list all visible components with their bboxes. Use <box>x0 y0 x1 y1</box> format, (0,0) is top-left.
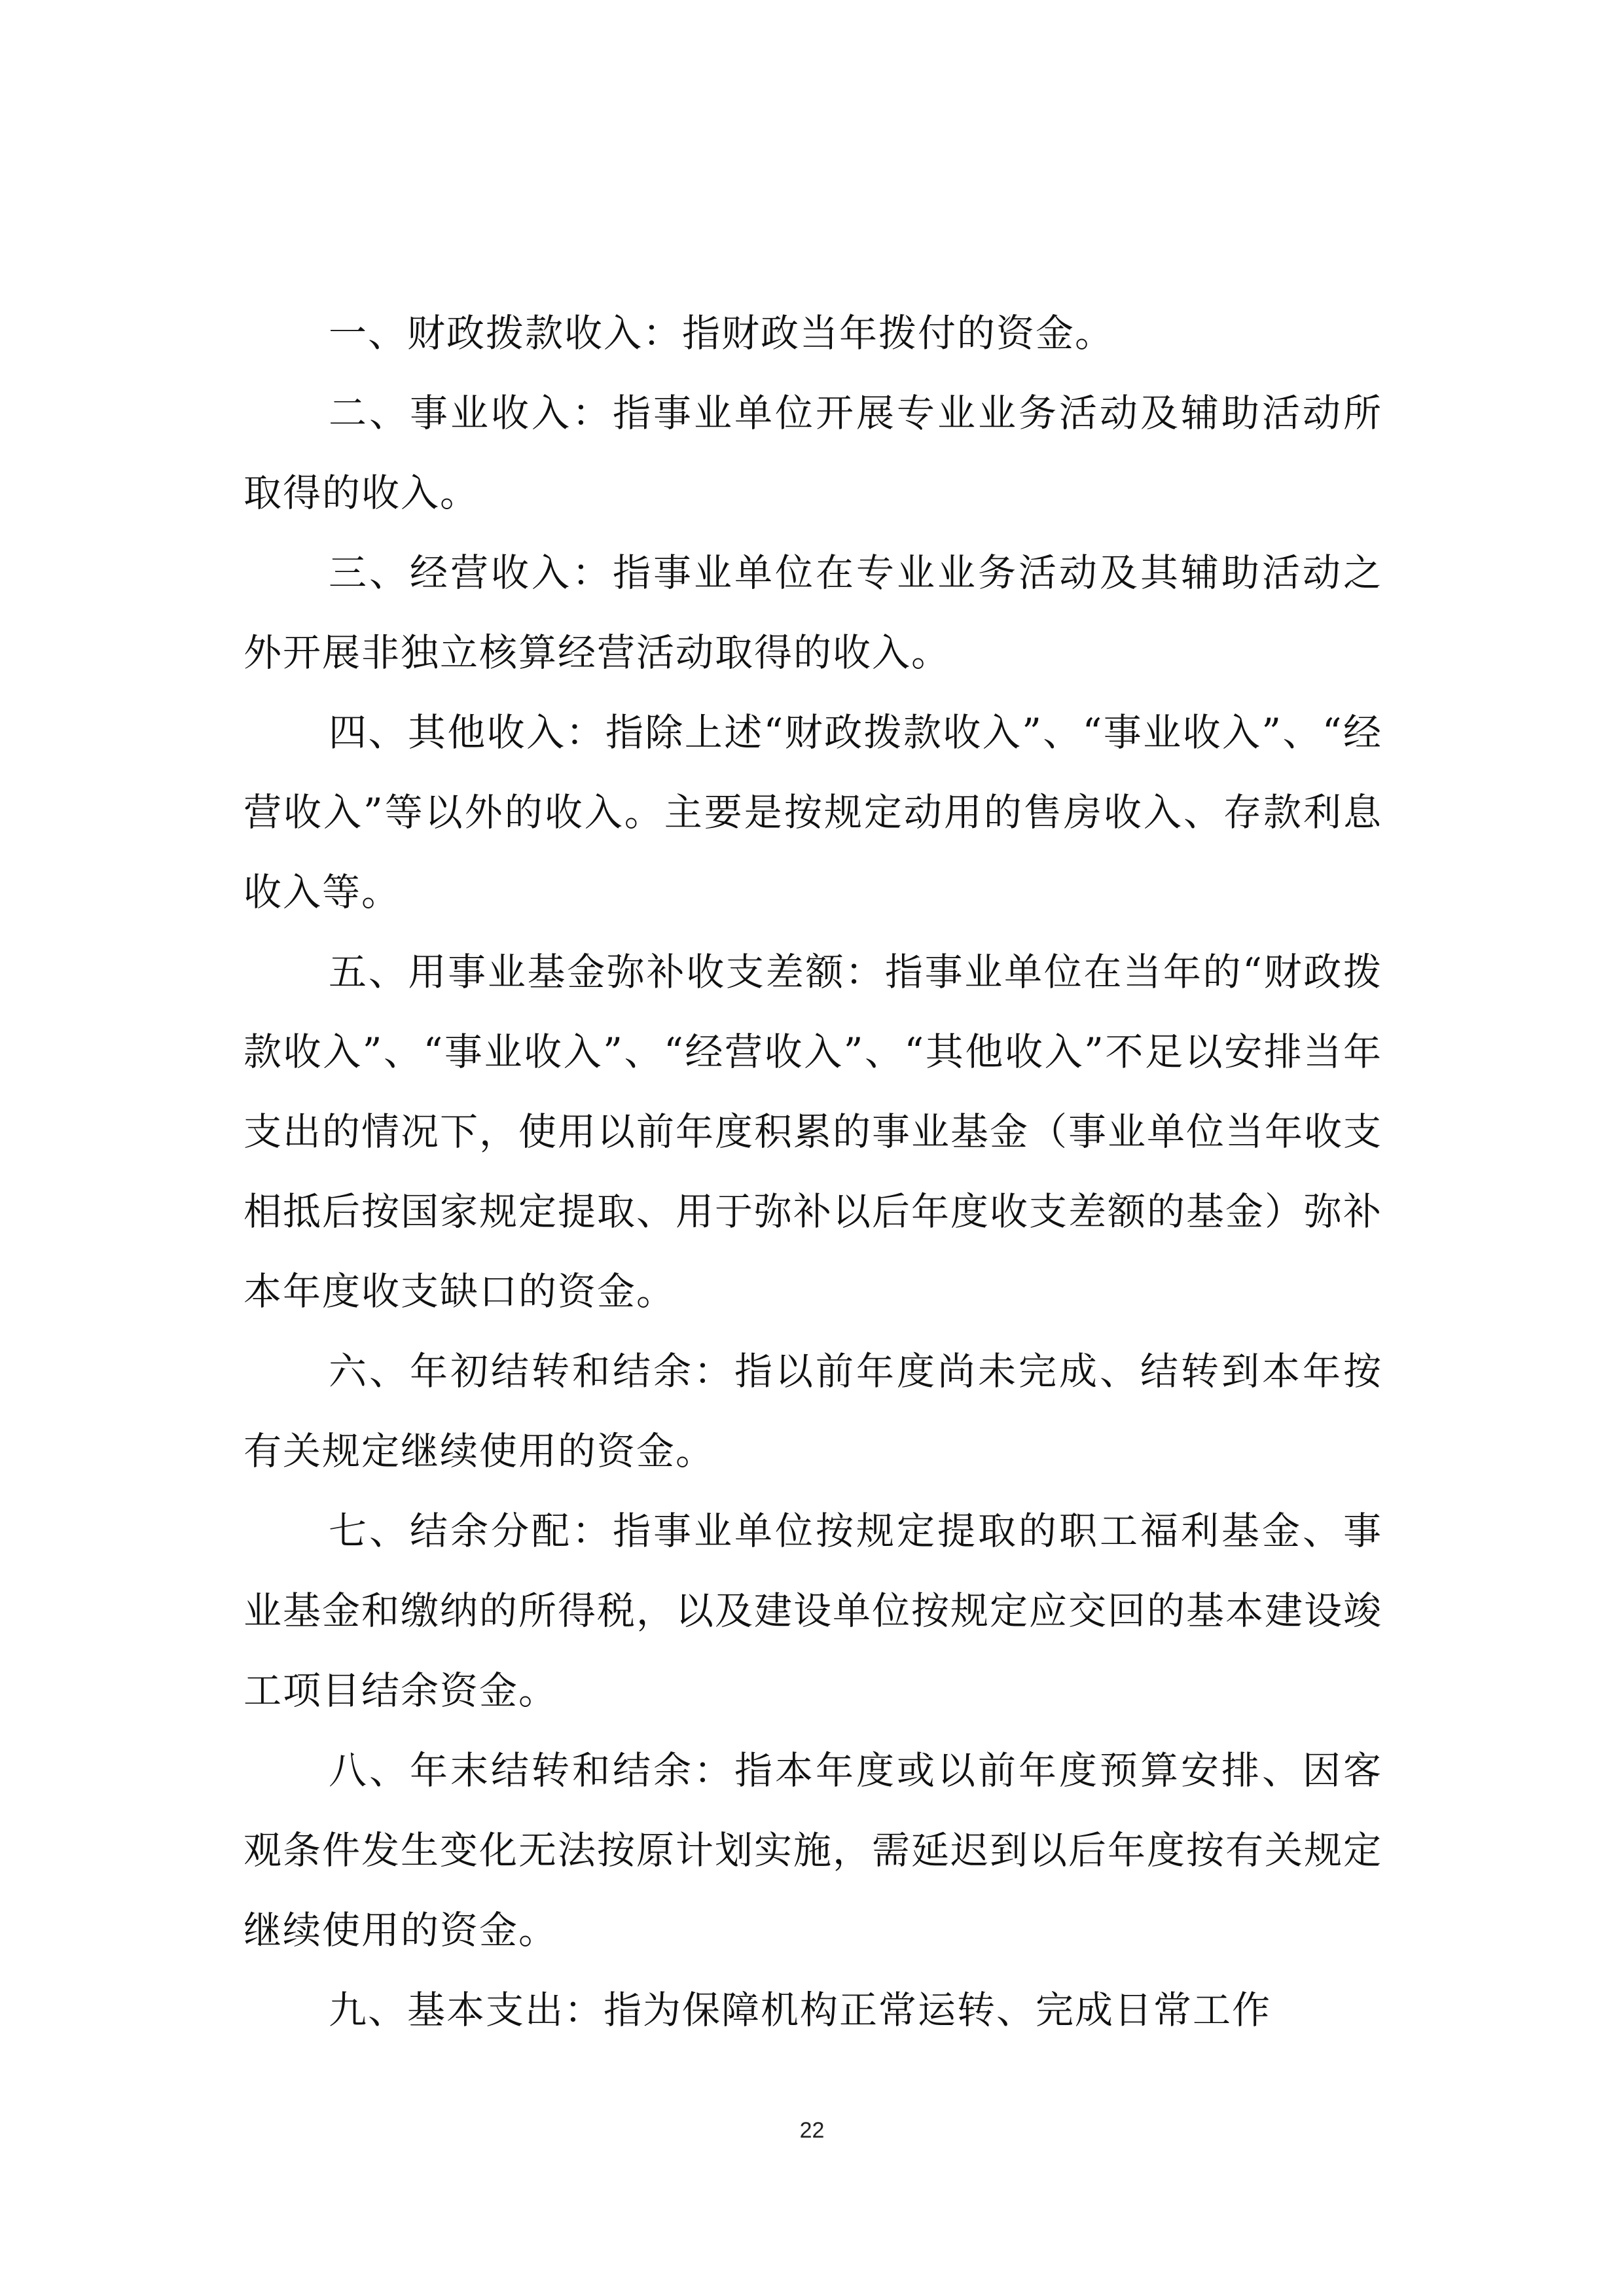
paragraph-business-income: 二、事业收入：指事业单位开展专业业务活动及辅助活动所取得的收入。 <box>244 391 1382 515</box>
paragraph-closing-carryover: 八、年末结转和结余：指本年度或以前年度预算安排、因客观条件发生变化无法按原计划实施，需延迟到以后年度按有关规定继续使用的资金。 <box>244 1748 1383 1952</box>
paragraph-business-fund-offset: 五、用事业基金弥补收支差额：指事业单位在当年的“财政拨款收入”、“事业收入”、“经营收入”、“其他收入”不足以安排当年支出的情况下，使用以前年度积累的事业基金（事业单位当年收支相抵后按国家规定提取、用于弥补以后年度收支差额的基金）弥补本年度收支缺口的资金。 <box>244 950 1383 1314</box>
paragraph-operating-income: 三、经营收入：指事业单位在专业业务活动及其辅助活动之外开展非独立核算经营活动取得的收入。 <box>244 550 1382 675</box>
paragraph-fiscal-appropriation-income: 一、财政拨款收入：指财政当年拨付的资金。 <box>329 311 1115 355</box>
paragraph-other-income: 四、其他收入：指除上述“财政拨款收入”、“事业收入”、“经营收入”等以外的收入。主要是按规定动用的售房收入、存款利息收入等。 <box>244 710 1382 914</box>
paragraph-basic-expenditure: 九、基本支出：指为保障机构正常运转、完成日常工作 <box>329 1988 1272 2032</box>
page-number: 22 <box>799 2118 825 2143</box>
paragraph-opening-carryover: 六、年初结转和结余：指以前年度尚未完成、结转到本年按有关规定继续使用的资金。 <box>244 1349 1382 1473</box>
paragraph-surplus-distribution: 七、结余分配：指事业单位按规定提取的职工福利基金、事业基金和缴纳的所得税，以及建设单位按规定应交回的基本建设竣工项目结余资金。 <box>244 1509 1383 1713</box>
document-body <box>244 293 1382 2050</box>
